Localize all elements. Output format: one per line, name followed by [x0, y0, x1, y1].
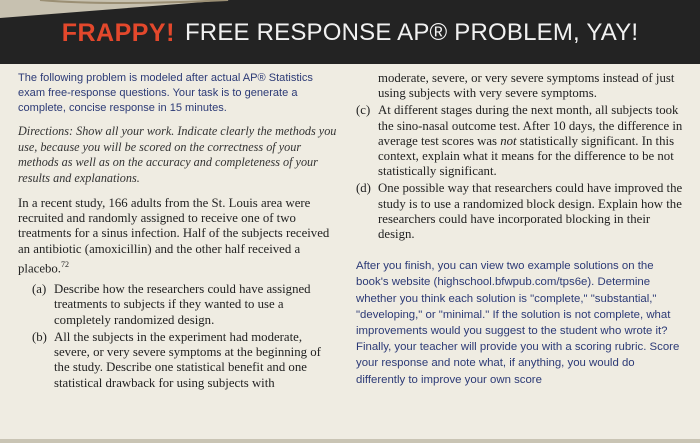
part-a [18, 282, 338, 328]
part-label: (b) [32, 329, 47, 344]
part-c-emphasis: not [500, 133, 517, 148]
part-d [356, 181, 686, 242]
directions-text: Directions: Show all your work. Indicate clearly the methods you use, because you will be scored on the correctness of your methods as well as on the accuracy and completeness of your results and explanations. [18, 124, 337, 185]
part-text: All the subjects in the experiment had moderate, severe, or very severe symptoms at the beginning of the study. Describe one statistical benefit and one statistical drawback for using subjects with [54, 329, 321, 390]
banner-title: FREE RESPONSE AP® PROBLEM, YAY! [184, 19, 639, 46]
part-text [378, 103, 686, 179]
part-text: Describe how the researchers could have assigned treatments to subjects if they wanted to use a completely randomized design. [54, 282, 311, 327]
part-c-text-1: At different stages during the next month, all subjects took the sino-nasal outcome test. After 10 days, the difference in average test scores was [378, 103, 683, 148]
part-text: One possible way that researchers could have improved the study is to use a randomized block design. Explain how the researchers could have incorporated blocking in their design. [378, 181, 683, 242]
part-label: (a) [32, 282, 47, 297]
after-you-finish-text: After you finish, you can view two example solutions on the book's website (highschool.bfwpub.com/tps6e). Determine whether you think each solution is "complete," "substantial," "developing," or "minimal." If the solution is not complete, what improvements would you suggest to the student who wrote it? Finally, your teacher will provide you with a scoring rubric. Score your response and note what, if anything, you would do differently to improve your own score [356, 260, 680, 386]
right-column [356, 71, 686, 388]
problem-body: In a recent study, 166 adults from the St. Louis area were recruited and randomly assigned to receive one of two treatments for a sinus infection. Half of the subjects received an antibiotic (amoxicillin) and the other half received a placebo. [18, 196, 330, 276]
part-label: (c) [356, 103, 371, 118]
frappy-brand: FRAPPY! [61, 18, 175, 47]
part-label: (d) [356, 181, 371, 196]
decorative-swoosh-icon [0, 0, 230, 20]
bottom-edge [0, 439, 700, 443]
part-b [18, 330, 338, 391]
left-column [18, 71, 338, 393]
part-c [356, 103, 686, 179]
part-c-text-2: statistically significant. In this context, explain what it means for the difference to be not statistically significant. [378, 133, 675, 179]
problem-text [18, 196, 338, 276]
banner [0, 0, 700, 64]
part-b-continued: moderate, severe, or very severe symptoms instead of just using subjects with very severe symptoms. [378, 71, 675, 101]
intro-text: The following problem is modeled after actual AP® Statistics exam free-response questions. Your task is to generate a complete, concise response in 15 minutes. [18, 72, 313, 114]
footnote-marker: 72 [61, 259, 69, 269]
